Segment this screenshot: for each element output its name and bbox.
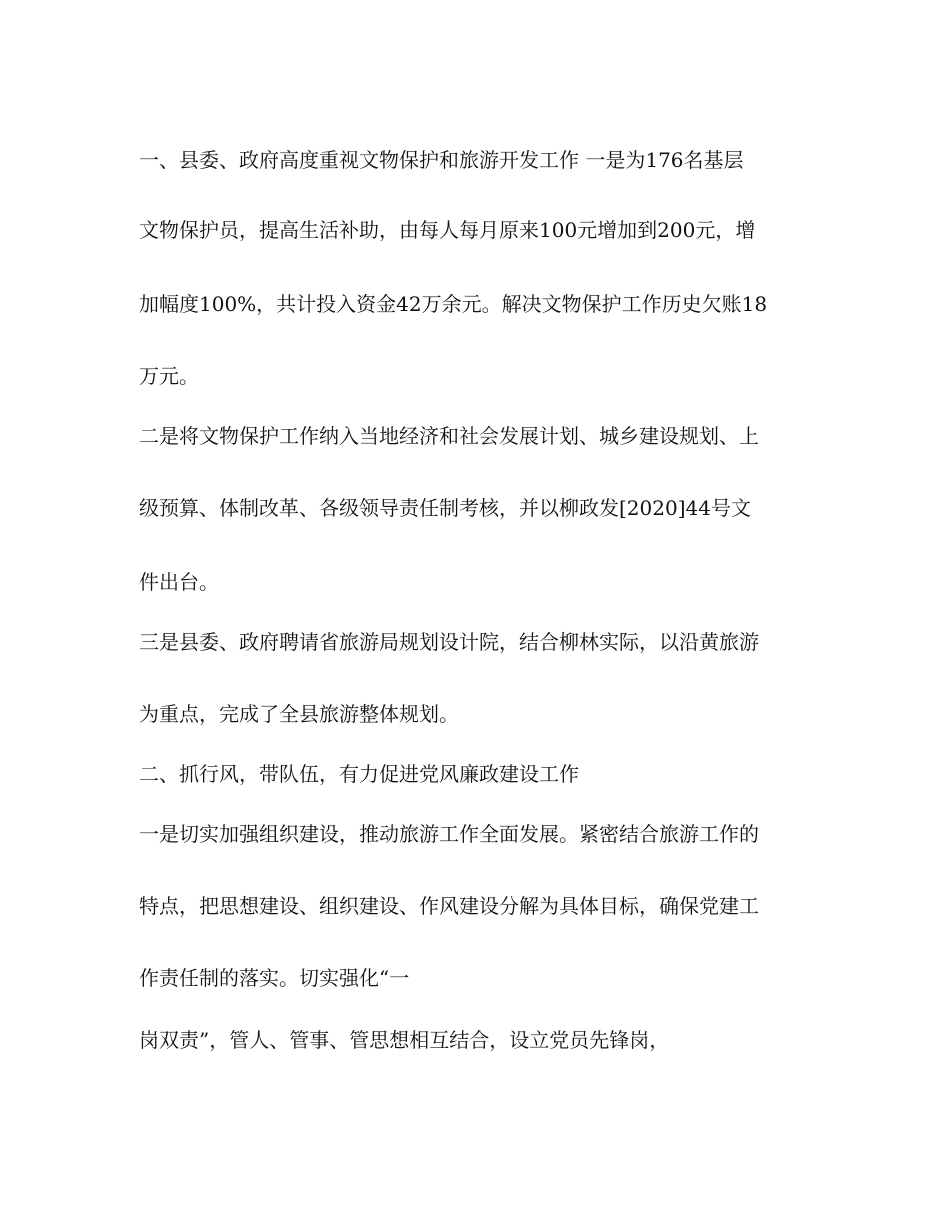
text-line: 特点，把思想建设、组织建设、作风建设分解为具体目标，确保党建工 xyxy=(139,894,759,918)
text-line: 级预算、体制改革、各级领导责任制考核，并以柳政发[2020]44号文 xyxy=(139,496,751,520)
text-line: 一、县委、政府高度重视文物保护和旅游开发工作 一是为176名基层 xyxy=(139,148,744,172)
text-line: 作责任制的落实。切实强化“一 xyxy=(139,966,410,990)
text-line: 文物保护员，提高生活补助，由每人每月原来100元增加到200元，增 xyxy=(139,218,756,242)
text-line: 一是切实加强组织建设，推动旅游工作全面发展。紧密结合旅游工作的 xyxy=(139,822,759,846)
text-line: 岗双责”，管人、管事、管思想相互结合，设立党员先锋岗， xyxy=(139,1028,670,1052)
text-line: 万元。 xyxy=(139,364,199,388)
section-heading: 二、抓行风，带队伍，有力促进党风廉政建设工作 xyxy=(139,762,579,786)
text-line: 件出台。 xyxy=(139,570,219,594)
text-line: 加幅度100%，共计投入资金42万余元。解决文物保护工作历史欠账18 xyxy=(139,292,768,316)
text-line: 二是将文物保护工作纳入当地经济和社会发展计划、城乡建设规划、上 xyxy=(139,424,759,448)
text-line: 三是县委、政府聘请省旅游局规划设计院，结合柳林实际，以沿黄旅游 xyxy=(139,630,759,654)
text-line: 为重点，完成了全县旅游整体规划。 xyxy=(139,702,459,726)
